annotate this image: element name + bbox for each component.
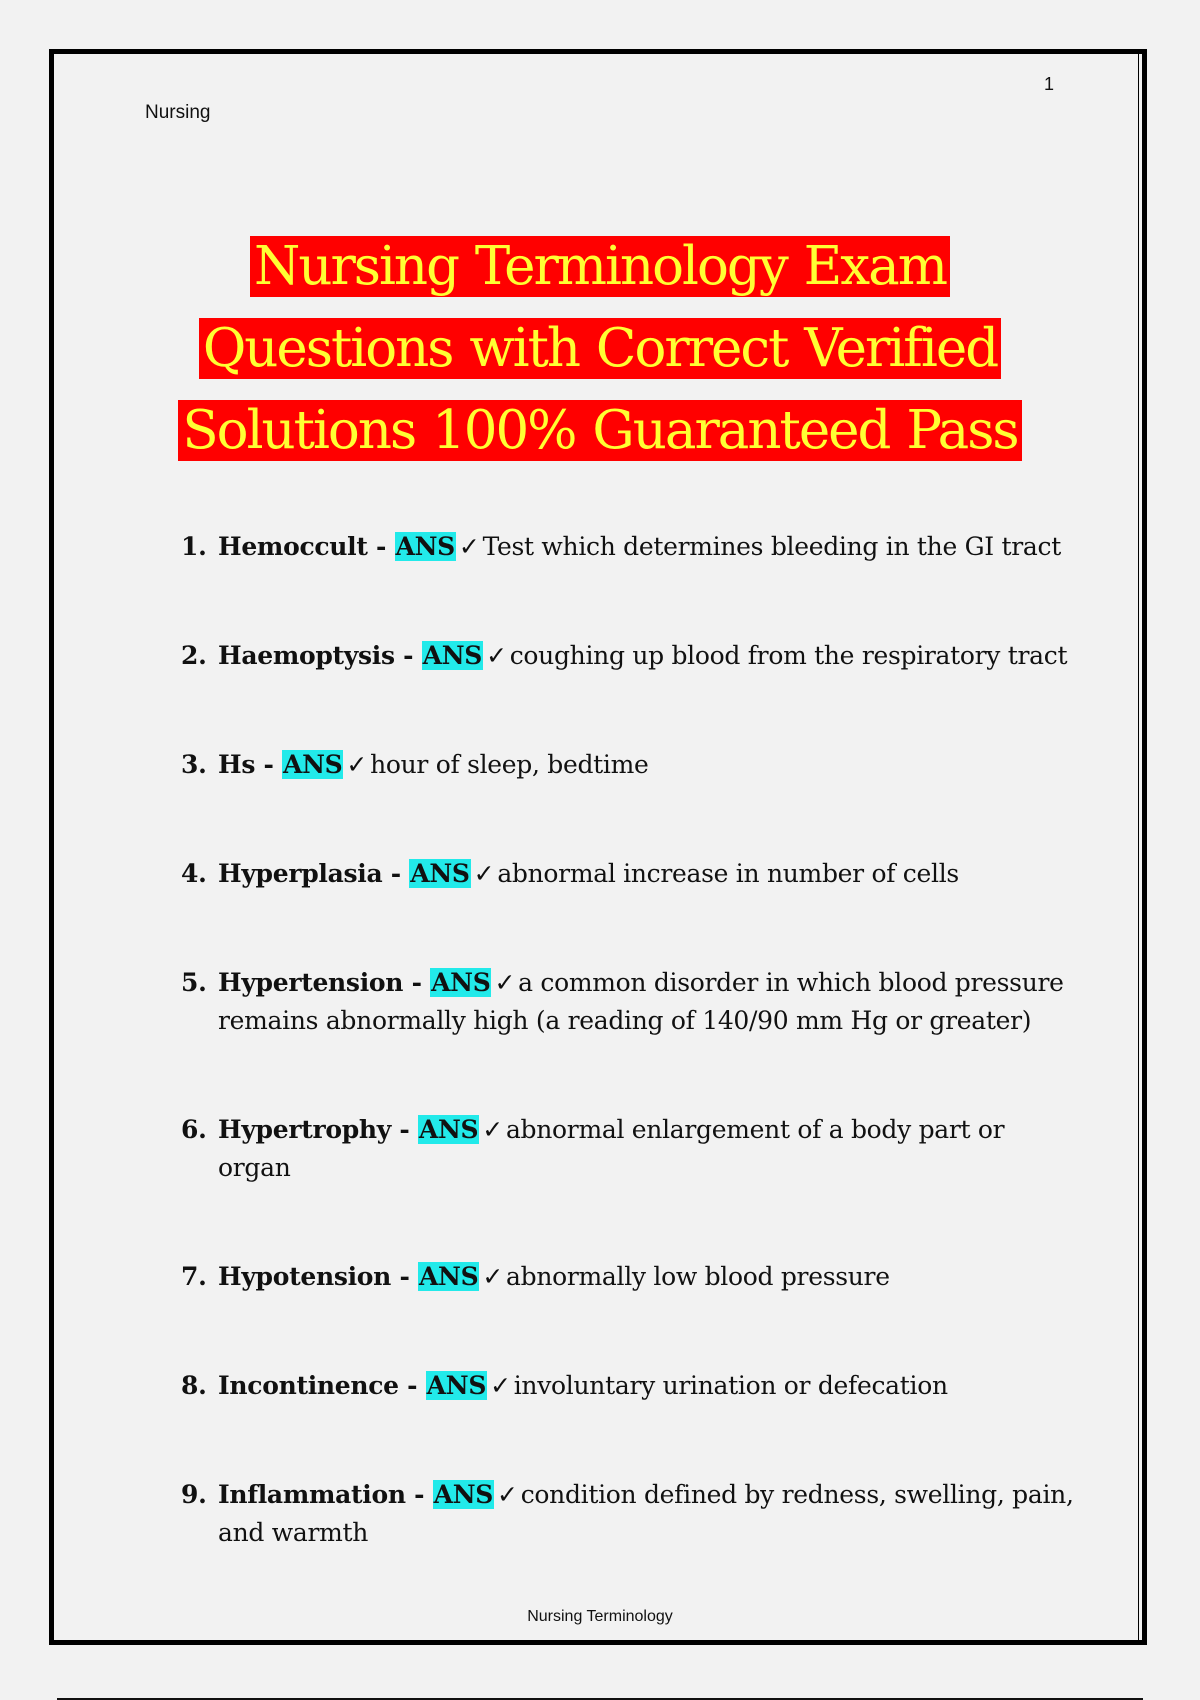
ans-badge: ANS	[422, 641, 483, 670]
check-mark-icon: ✓	[482, 1115, 503, 1144]
item-separator: -	[398, 1371, 426, 1400]
item-definition: abnormally low blood pressure	[506, 1262, 890, 1291]
check-mark-icon: ✓	[458, 532, 480, 561]
item-separator: -	[382, 859, 410, 888]
ans-badge: ANS	[418, 1262, 479, 1291]
check-mark-icon: ✓	[494, 968, 516, 997]
list-item	[181, 1476, 1081, 1552]
ans-badge: ANS	[426, 1371, 487, 1400]
item-separator: -	[394, 641, 422, 670]
term-list	[181, 528, 1081, 1552]
item-term: Hs	[218, 750, 256, 779]
item-separator: -	[255, 750, 282, 779]
item-separator: -	[403, 968, 431, 997]
item-separator: -	[405, 1480, 433, 1509]
list-item	[181, 528, 1081, 566]
item-definition: hour of sleep, bedtime	[370, 750, 649, 779]
item-number: 5.	[181, 968, 207, 997]
item-number: 1.	[181, 532, 207, 561]
title-line-3: Solutions 100% Guaranteed Pass	[178, 400, 1021, 461]
ans-badge: ANS	[431, 968, 491, 997]
ans-badge: ANS	[418, 1115, 479, 1144]
item-term: Hypertension	[218, 968, 404, 997]
list-item	[181, 746, 1081, 784]
item-term: Hyperplasia	[218, 859, 383, 888]
item-separator: -	[391, 1262, 418, 1291]
item-term: Haemoptysis	[218, 641, 395, 670]
item-term: Incontinence	[218, 1371, 399, 1400]
item-number: 2.	[181, 641, 207, 670]
item-number: 9.	[181, 1480, 207, 1509]
title-line-1: Nursing Terminology Exam	[250, 236, 950, 297]
ans-badge: ANS	[410, 859, 470, 888]
item-definition: condition defined by redness, swelling, pain, and warmth	[218, 1480, 1074, 1547]
item-term: Hypertrophy	[218, 1115, 391, 1144]
item-definition: involuntary urination or defecation	[513, 1371, 948, 1400]
item-term: Inflammation	[218, 1480, 406, 1509]
list-item	[181, 964, 1081, 1040]
list-item	[181, 1367, 1081, 1405]
ans-badge: ANS	[433, 1480, 494, 1509]
item-definition: abnormal increase in number of cells	[497, 859, 959, 888]
list-item	[181, 1258, 1081, 1296]
page-number: 1	[1044, 74, 1055, 94]
item-definition: a common disorder in which blood pressure remains abnormally high (a reading of 140/90 mm Hg or greater)	[218, 968, 1064, 1035]
item-number: 7.	[181, 1262, 207, 1291]
item-definition: coughing up blood from the respiratory tract	[509, 641, 1068, 670]
item-number: 3.	[181, 750, 207, 779]
header-text: Nursing	[145, 102, 211, 123]
item-term: Hemoccult	[218, 532, 368, 561]
list-item	[181, 855, 1081, 893]
item-number: 4.	[181, 859, 207, 888]
check-mark-icon: ✓	[346, 750, 368, 779]
check-mark-icon: ✓	[482, 1262, 504, 1291]
item-separator: -	[390, 1115, 418, 1144]
title-line-2: Questions with Correct Verified	[199, 318, 1001, 379]
item-number: 8.	[181, 1371, 207, 1400]
check-mark-icon: ✓	[473, 859, 495, 888]
ans-badge: ANS	[283, 750, 343, 779]
item-definition: abnormal enlargement of a body part or organ	[218, 1115, 1005, 1182]
list-item	[181, 637, 1081, 675]
item-number: 6.	[181, 1115, 207, 1144]
document-title	[100, 226, 1100, 472]
list-item	[181, 1111, 1081, 1187]
ans-badge: ANS	[395, 532, 455, 561]
page-footer: Nursing Terminology	[527, 1608, 673, 1625]
item-term: Hypotension	[218, 1262, 392, 1291]
check-mark-icon: ✓	[497, 1480, 518, 1509]
check-mark-icon: ✓	[490, 1371, 511, 1400]
item-definition: Test which determines bleeding in the GI tract	[482, 532, 1061, 561]
check-mark-icon: ✓	[486, 641, 507, 670]
item-separator: -	[367, 532, 395, 561]
